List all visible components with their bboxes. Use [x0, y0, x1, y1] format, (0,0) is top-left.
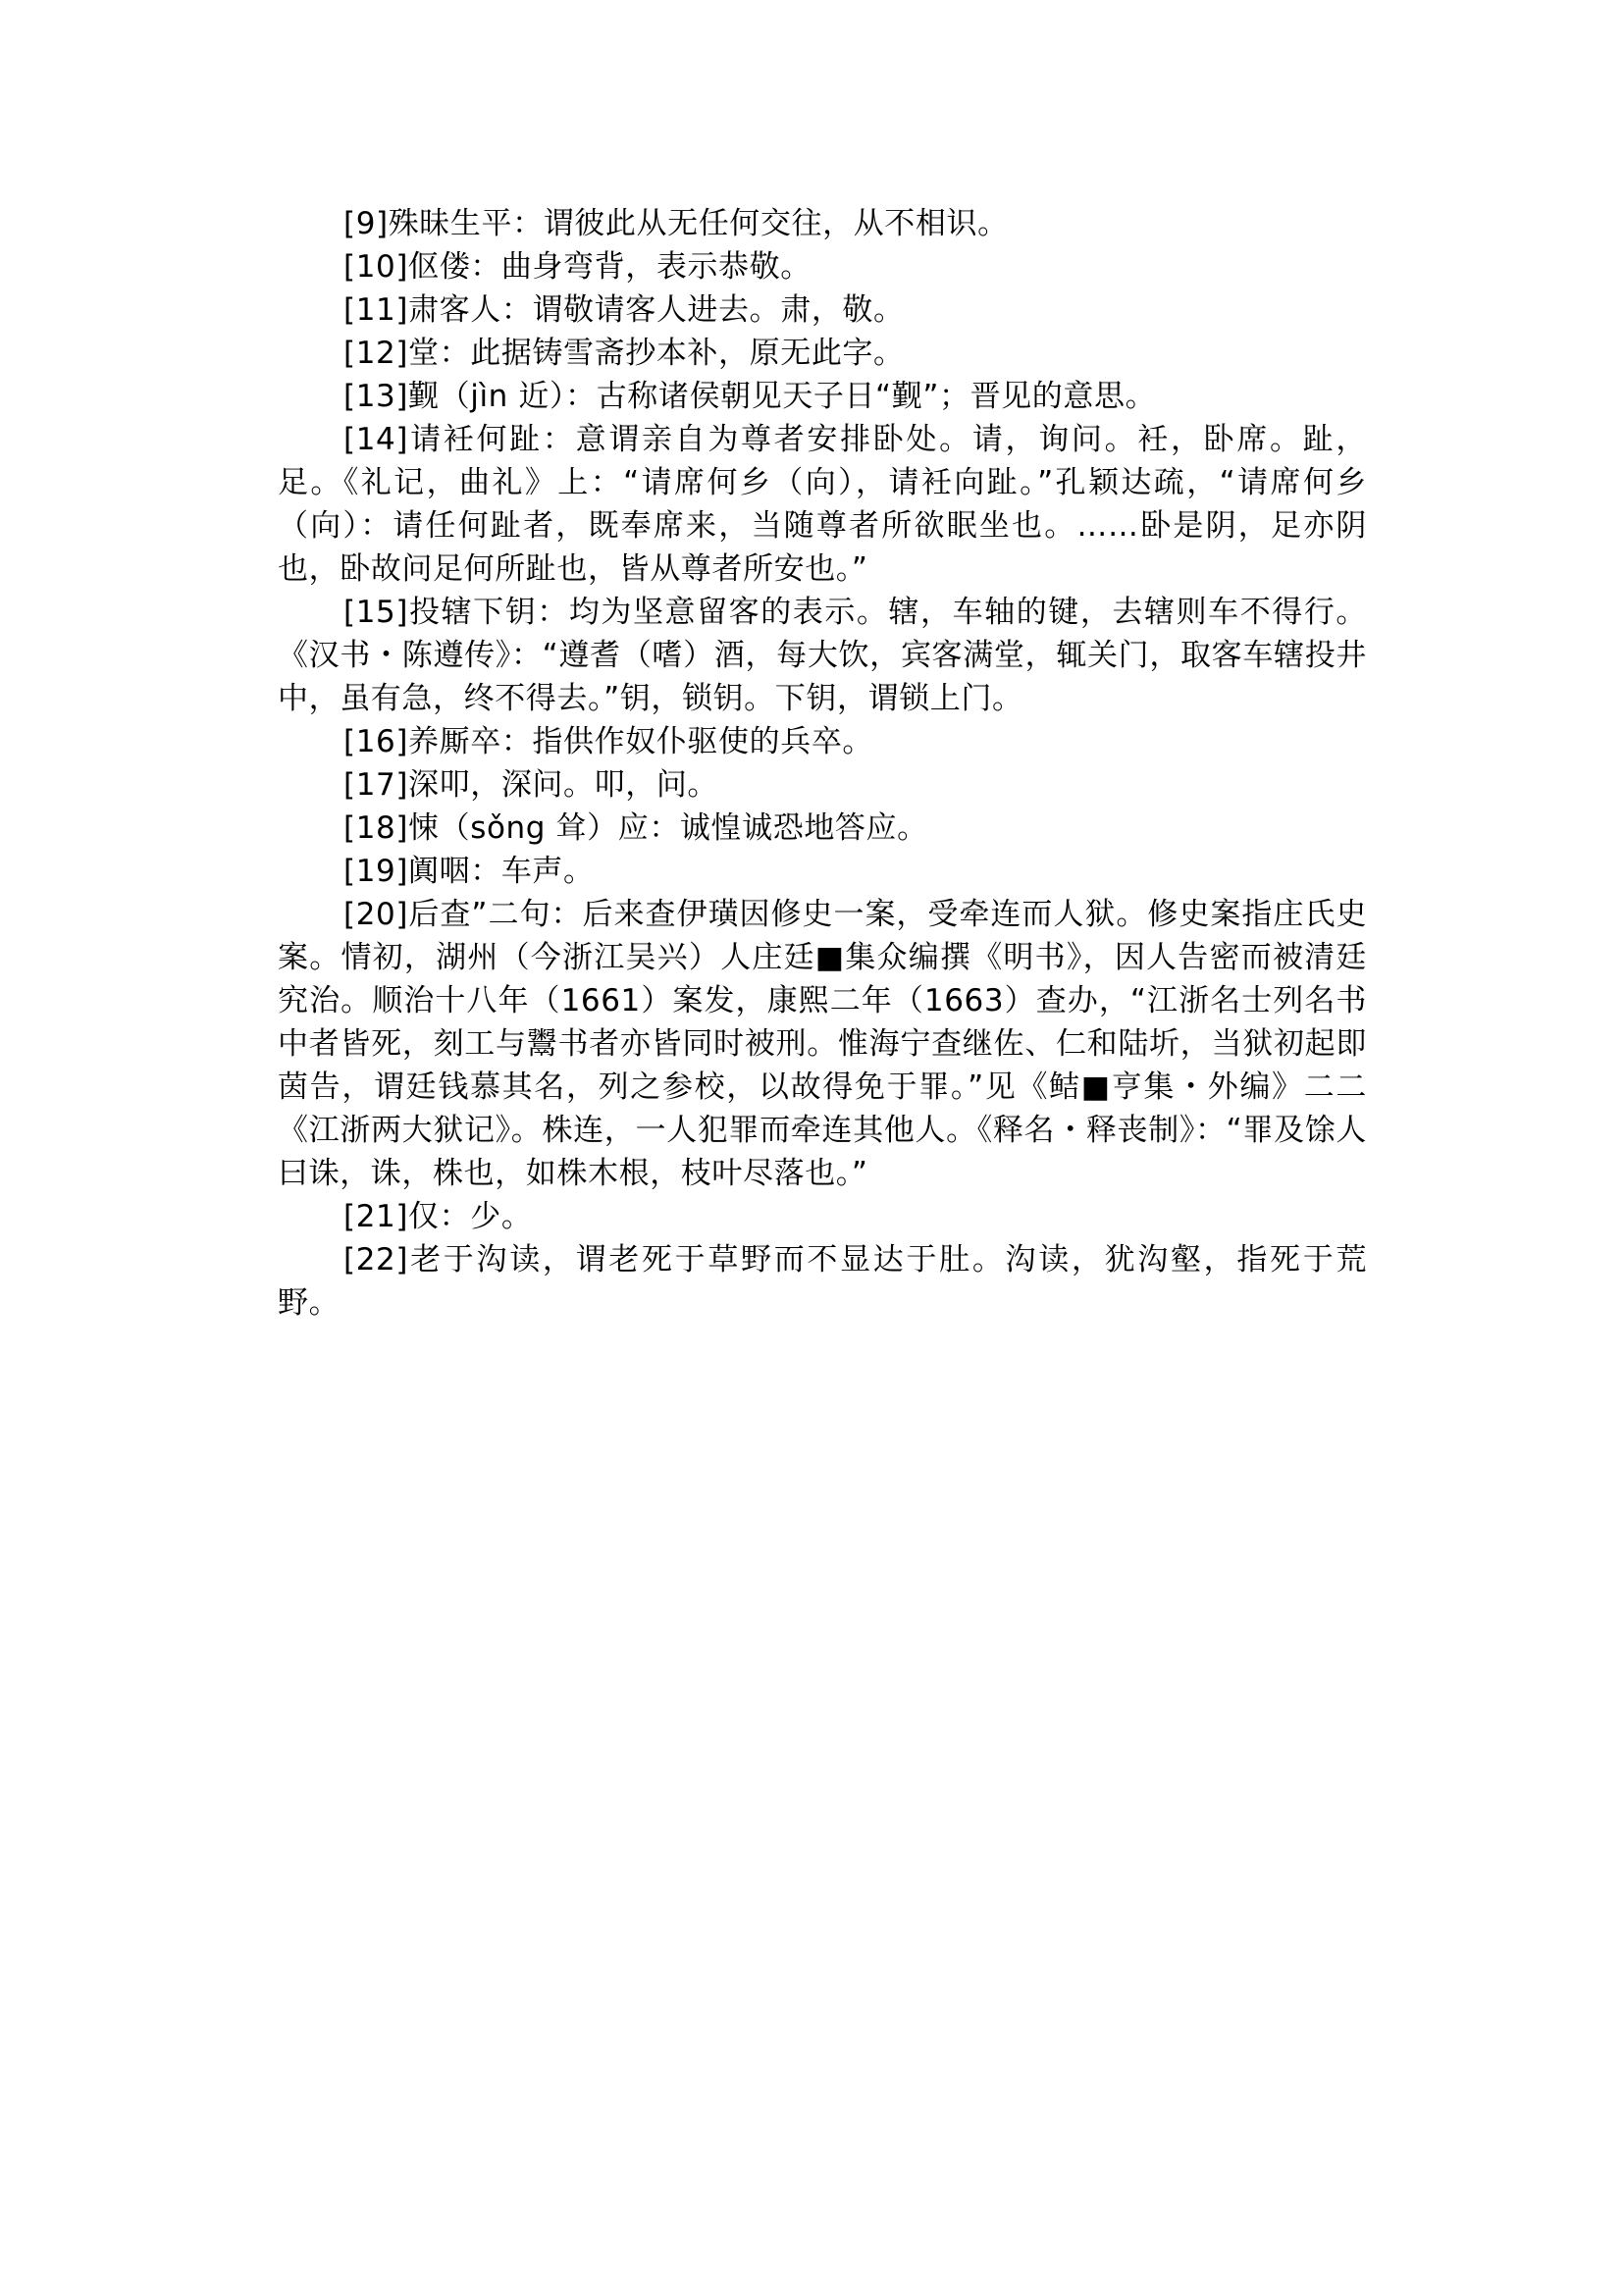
note-21: [21]仅：少。 [343, 1199, 533, 1234]
note-14: [14]请衽何趾：意谓亲自为尊者安排卧处。请，询问。衽，卧席。趾，足。《礼记，曲礼》上：“请席何乡（向），请衽向趾。”孔颖达疏，“请席何乡（向）：请任何趾者，既奉席来，当随尊者所欲眠坐也。……卧是阴，足亦阴也，卧故问足何所趾也，皆从尊者所安也。” [278, 422, 1367, 587]
note-11: [11]肃客人：谓敬请客人进去。肃，敬。 [343, 292, 905, 328]
annotation-notes [278, 202, 1367, 1325]
note-18: [18]悚（sǒng 耸）应：诚惶诚恐地答应。 [343, 810, 928, 846]
note-20: [20]后查”二句：后来查伊璜因修史一案，受牵连而人狱。修史案指庄氏史案。情初，湖州（今浙江吴兴）人庄廷■集众编撰《明书》，因人告密而被清廷究治。顺治十八年（1661）案发，康熙二年（1663）查办，“江浙名士列名书中者皆死，刻工与鬻书者亦皆同时被刑。惟海宁查继佐、仁和陆圻，当狱初起即茵告，谓廷钱慕其名，列之参校，以故得免于罪。”见《鲒■亨集・外编》二二《江浙两大狱记》。株连，一人犯罪而牵连其他人。《释名・释丧制》：“罪及馀人曰诛，诛，株也，如株木根，枝叶尽落也。” [278, 897, 1367, 1191]
note-22: [22]老于沟读，谓老死于草野而不显达于肚。沟读，犹沟壑，指死于荒野。 [278, 1242, 1367, 1321]
note-15: [15]投辖下钥：均为坚意留客的表示。辖，车轴的键，去辖则车不得行。《汉书・陈遵传》：“遵耆（嗜）酒，每大饮，宾客满堂，辄关门，取客车辖投井中，虽有急，终不得去。”钥，锁钥。下钥，谓锁上门。 [278, 595, 1367, 716]
note-13: [13]觐（jìn 近）：古称诸侯朝见天子日“觐”；晋见的意思。 [343, 379, 1157, 414]
note-16: [16]养厮卒：指供作奴仆驱使的兵卒。 [343, 724, 874, 759]
note-19: [19]阗咽：车声。 [343, 854, 595, 889]
note-12: [12]堂：此据铸雪斋抄本补，原无此字。 [343, 336, 905, 371]
note-10: [10]伛偻：曲身弯背，表示恭敬。 [343, 249, 812, 285]
note-9: [9]殊昧生平：谓彼此从无任何交往，从不相识。 [343, 206, 1009, 241]
note-17: [17]深叩，深问。叩，问。 [343, 767, 719, 803]
